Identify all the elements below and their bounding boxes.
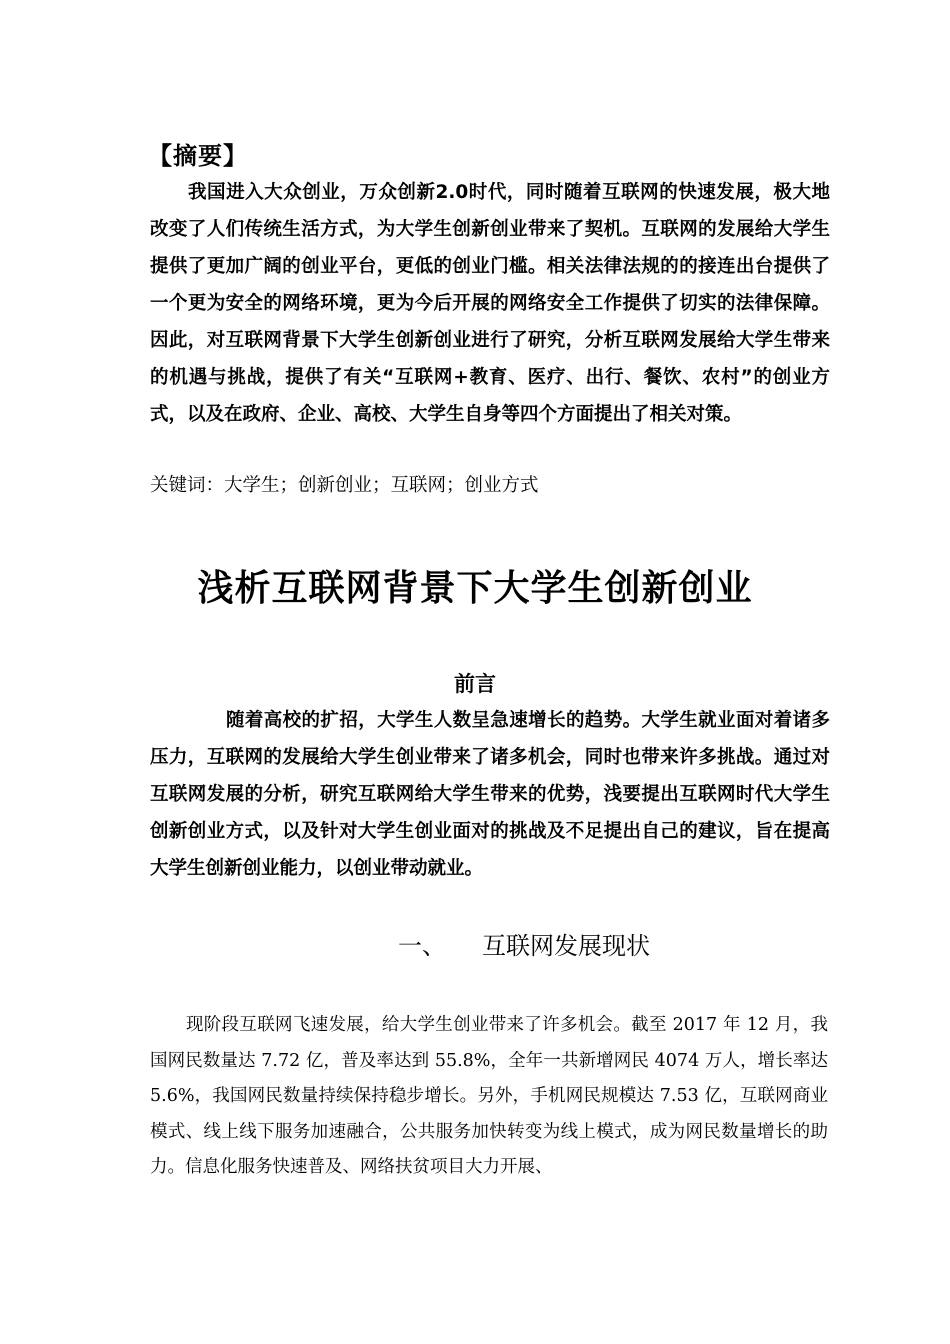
abstract-body: 我国进入大众创业，万众创新2.0时代，同时随着互联网的快速发展，极大地改变了人们传统生活方式，为大学生创新创业带来了契机。互联网的发展给大学生提供了更加广阔的创业平台，更低的创业门槛。相关法律法规的的接连出台提供了一个更为安全的网络环境，更为今后开展的网络安全工作提供了切实的法律保障。因此，对互联网背景下大学生创新创业进行了研究，分析互联网发展给大学生带来的机遇与挑战，提供了有关“互联网+教育、医疗、出行、餐饮、农村”的创业方式，以及在政府、企业、高校、大学生自身等四个方面提出了相关对策。 bbox=[150, 182, 830, 425]
section-number: 一、 bbox=[398, 932, 446, 960]
page-title: 浅析互联网背景下大学生创新创业 bbox=[197, 568, 753, 609]
section-body: 现阶段互联网飞速发展，给大学生创业带来了许多机会。截至 2017 年 12 月，我国网民数量达 7.72 亿，普及率达到 55.8%，全年一共新增网民 4074 万人，增长率达 5.6%，我国网民数量持续保持稳步增长。另外，手机网民规模达 7.53 亿，互联网商业模式、线上线下服务加速融合，公共服务加快转变为线上模式，成为网民数量增长的助力。信息化服务快速普及、网络扶贫项目大力开展、 bbox=[150, 1015, 828, 1177]
preface-heading: 前言 bbox=[454, 672, 496, 696]
preface-body: 随着高校的扩招，大学生人数呈急速增长的趋势。大学生就业面对着诸多压力，互联网的发展给大学生创业带来了诸多机会，同时也带来许多挑战。通过对互联网发展的分析，研究互联网给大学生带来的优势，浅要提出互联网时代大学生创新创业方式，以及针对大学生创业面对的挑战及不足提出自己的建议，旨在提高大学生创新创业能力，以创业带动就业。 bbox=[150, 710, 830, 879]
abstract-heading: 【摘要】 bbox=[148, 142, 248, 170]
section-title: 互联网发展现状 bbox=[482, 932, 650, 960]
section-heading bbox=[398, 926, 650, 961]
keywords: 关键词：大学生；创新创业；互联网；创业方式 bbox=[150, 475, 539, 496]
